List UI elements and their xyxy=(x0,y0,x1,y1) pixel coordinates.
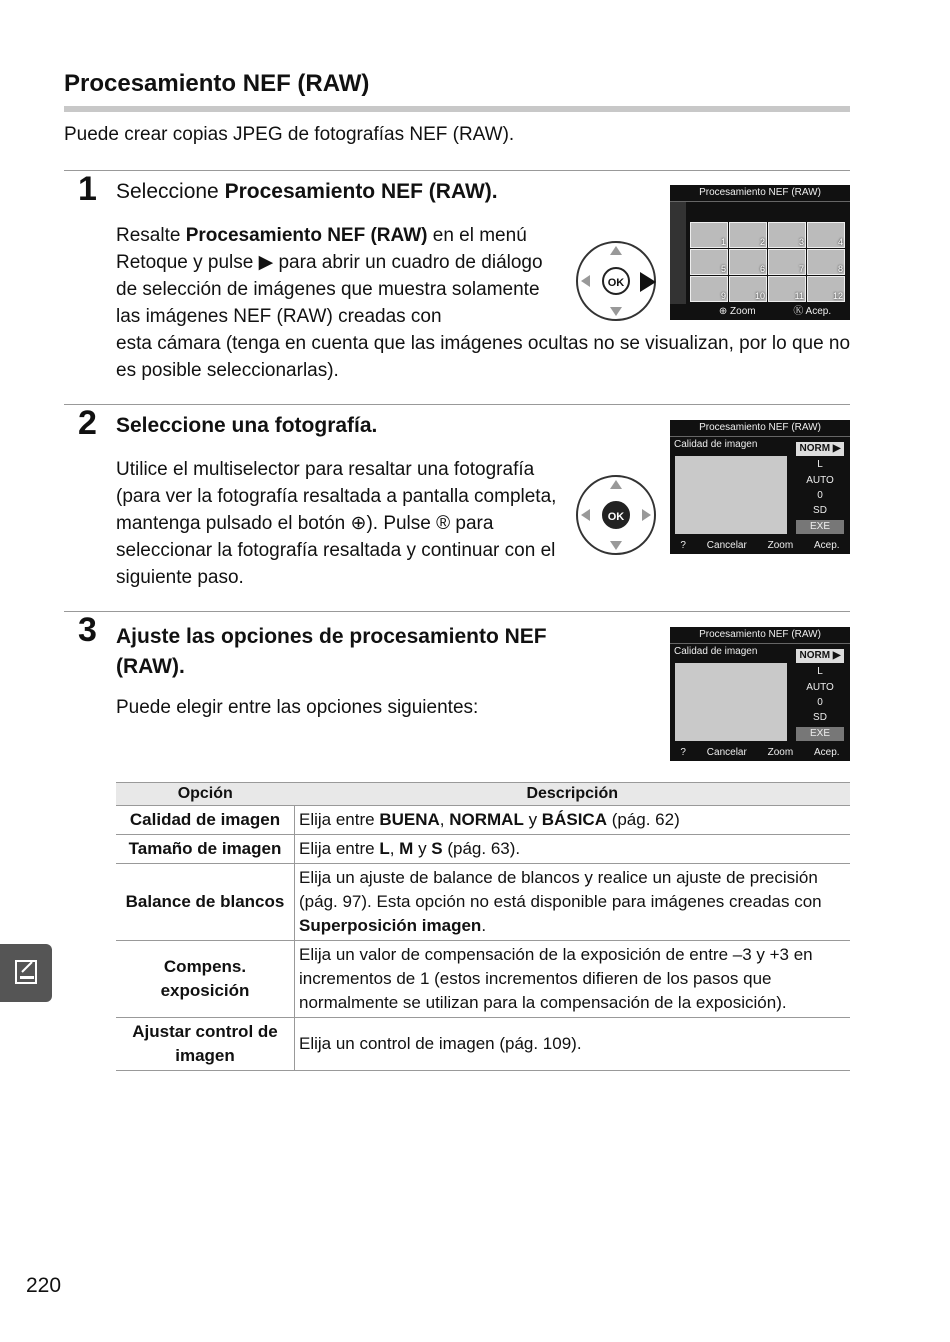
arrow-right-icon xyxy=(642,509,651,521)
help-icon: ? xyxy=(680,540,686,551)
ok-button-icon: ® xyxy=(436,513,451,534)
arrow-right-icon xyxy=(640,272,656,292)
screen-option: SD xyxy=(813,505,827,516)
camera-screen-options xyxy=(670,420,850,554)
thumbnail: 10 xyxy=(729,276,767,302)
option-description: Elija un valor de compensación de la exposición de entre –3 y +3 en incrementos de 1 (estos incrementos difieren de los pasos que normalmente se utilizan para la compensación de la exposición). xyxy=(295,941,851,1018)
column-header-option: Opción xyxy=(116,783,295,806)
option-description: Elija un ajuste de balance de blancos y realice un ajuste de precisión (pág. 97). Esta opción no está disponible para imágenes creadas con Superposición imagen. xyxy=(295,864,851,941)
accept-label: Acep. xyxy=(814,747,840,758)
camera-screen-options xyxy=(670,627,850,761)
intro-text: Puede crear copias JPEG de fotografías NEF (RAW). xyxy=(64,124,515,145)
thumbnail: 12 xyxy=(807,276,845,302)
step-heading-pre: Seleccione xyxy=(116,180,225,203)
arrow-up-icon xyxy=(610,246,622,255)
options-table xyxy=(116,782,850,1071)
screen-option: AUTO xyxy=(806,475,834,486)
option-name: Compens. exposición xyxy=(116,941,295,1018)
retouch-menu-icon xyxy=(0,944,52,1002)
option-name: Calidad de imagen xyxy=(116,806,295,835)
option-description: Elija entre L, M y S (pág. 63). xyxy=(295,835,851,864)
thumbnail: 5 xyxy=(690,249,728,275)
screen-footer xyxy=(670,304,850,320)
screen-header: Procesamiento NEF (RAW) xyxy=(670,185,850,202)
thumbnail: 11 xyxy=(768,276,806,302)
step-body xyxy=(116,222,561,330)
screen-option: EXE xyxy=(796,727,844,741)
ok-button-icon: OK xyxy=(602,501,630,529)
screen-option: L xyxy=(817,666,823,677)
screen-option: SD xyxy=(813,712,827,723)
step-text: ). Pulse xyxy=(366,513,431,534)
table-row xyxy=(116,806,850,835)
step-text: para seleccionar la fotografía resaltada y continuar con el siguiente paso. xyxy=(116,513,556,588)
title-rule xyxy=(64,106,850,112)
screen-option: AUTO xyxy=(806,682,834,693)
preview-image xyxy=(675,456,787,534)
step-text-bold: Procesamiento NEF (RAW) xyxy=(185,225,428,246)
page-title: Procesamiento NEF (RAW) xyxy=(64,70,370,97)
option-name: Tamaño de imagen xyxy=(116,835,295,864)
thumbnail: 2 xyxy=(729,222,767,248)
screen-option: NORM ▶ xyxy=(796,442,844,456)
screen-option: L xyxy=(817,459,823,470)
screen-option-label: Calidad de imagen xyxy=(674,646,758,657)
step-heading-post: . xyxy=(491,180,498,203)
column-header-description: Descripción xyxy=(295,783,851,806)
screen-header: Procesamiento NEF (RAW) xyxy=(670,420,850,437)
step-text: en el menú Retoque y pulse ▶ para abrir un cuadro de diálogo de selección de imágenes que muestra solamente las imágenes NEF (RAW) creadas con xyxy=(116,225,543,327)
step-text: Utilice el multiselector para resaltar una fotografía (para ver la fotografía resaltada a pantalla completa, mantenga pulsado el botón xyxy=(116,459,557,534)
thumbnail: 8 xyxy=(807,249,845,275)
preview-image xyxy=(675,663,787,741)
step-divider xyxy=(64,404,850,405)
camera-screen-thumbnails xyxy=(670,185,850,320)
step-heading xyxy=(116,180,498,204)
thumbnail: 3 xyxy=(768,222,806,248)
step-number: 2 xyxy=(78,404,97,442)
zoom-label: Zoom xyxy=(767,747,794,758)
zoom-label: ⊕ Zoom xyxy=(718,306,756,317)
thumbnail: 9 xyxy=(690,276,728,302)
arrow-left-icon xyxy=(581,275,590,287)
option-name: Balance de blancos xyxy=(116,864,295,941)
ok-button-icon: OK xyxy=(602,267,630,295)
help-icon: ? xyxy=(680,747,686,758)
option-description: Elija entre BUENA, NORMAL y BÁSICA (pág. 62) xyxy=(295,806,851,835)
step-divider xyxy=(64,170,850,171)
screen-option: 0 xyxy=(817,697,823,708)
retouch-menu-tab xyxy=(0,944,52,1002)
thumbnail: 4 xyxy=(807,222,845,248)
table-header-row xyxy=(116,783,850,806)
screen-header: Procesamiento NEF (RAW) xyxy=(670,627,850,644)
accept-label: Ⓚ Acep. xyxy=(793,306,832,317)
option-name: Ajustar control de imagen xyxy=(116,1018,295,1071)
table-row xyxy=(116,1018,850,1071)
accept-label: Acep. xyxy=(814,540,840,551)
option-description: Elija un control de imagen (pág. 109). xyxy=(295,1018,851,1071)
screen-option: NORM ▶ xyxy=(796,649,844,663)
step-divider xyxy=(64,611,850,612)
screen-option: EXE xyxy=(796,520,844,534)
cancel-label: Cancelar xyxy=(706,540,747,551)
screen-footer xyxy=(670,538,850,554)
table-row xyxy=(116,864,850,941)
cancel-label: Cancelar xyxy=(706,747,747,758)
thumbnail: 7 xyxy=(768,249,806,275)
step-number: 1 xyxy=(78,170,97,208)
arrow-left-icon xyxy=(581,509,590,521)
step-heading-bold: Procesamiento NEF (RAW) xyxy=(224,180,492,203)
arrow-down-icon xyxy=(610,541,622,550)
step-heading: Ajuste las opciones de procesamiento NEF (RAW). xyxy=(116,625,547,678)
page-number: 220 xyxy=(26,1274,62,1297)
thumbnail: 1 xyxy=(690,222,728,248)
multiselector-dial xyxy=(576,241,656,321)
multiselector-dial xyxy=(576,475,656,555)
screen-footer xyxy=(670,745,850,761)
step-body-cont: esta cámara (tenga en cuenta que las imágenes ocultas no se visualizan, por lo que no es posible seleccionarlas). xyxy=(116,333,851,381)
zoom-label: Zoom xyxy=(767,540,794,551)
step-body xyxy=(116,456,564,591)
arrow-up-icon xyxy=(610,480,622,489)
thumbnail: 6 xyxy=(729,249,767,275)
zoom-button-icon: ⊕ xyxy=(350,513,367,534)
table-row xyxy=(116,941,850,1018)
step-heading: Seleccione una fotografía. xyxy=(116,414,378,437)
step-body: Puede elegir entre las opciones siguientes: xyxy=(116,697,479,718)
arrow-down-icon xyxy=(610,307,622,316)
step-text: Resalte xyxy=(116,225,186,246)
screen-option: 0 xyxy=(817,490,823,501)
menu-tab-column xyxy=(670,202,686,304)
step-number: 3 xyxy=(78,611,97,649)
table-row xyxy=(116,835,850,864)
screen-option-label: Calidad de imagen xyxy=(674,439,758,450)
